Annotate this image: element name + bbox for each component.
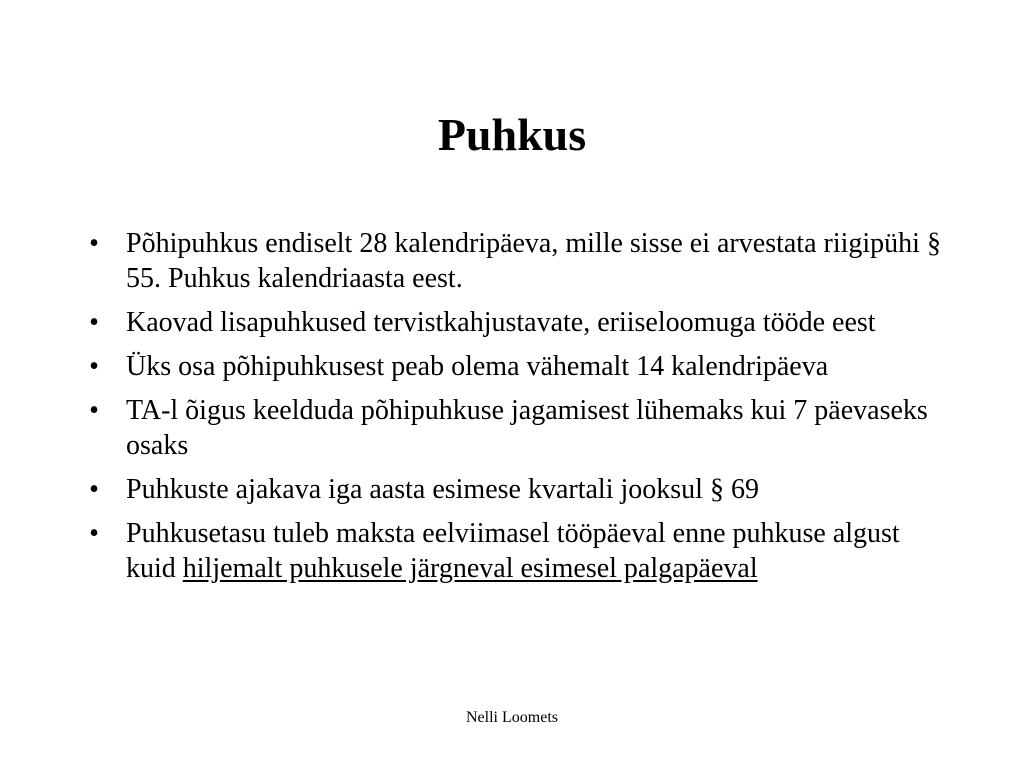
bullet-marker: • [89,307,99,338]
bullet-item-1 [84,226,954,296]
bullet-marker: • [89,395,99,426]
underlined-text: hiljemalt puhkusele järgneval esimesel palgapäeval [182,553,758,584]
bullet-item-2 [84,305,954,340]
bullet-item-4 [84,393,954,463]
bullet-text: Põhipuhkus endiselt 28 kalendripäeva, mille sisse ei arvestata riigipühi § 55. Puhkus kalendriaasta eest. [126,228,941,294]
bullet-marker: • [89,228,99,259]
bullet-list [84,226,954,595]
bullet-text: TA-l õigus keelduda põhipuhkuse jagamisest lühemaks kui 7 päevaseks osaks [126,395,928,461]
slide-footer: Nelli Loomets [466,709,558,726]
bullet-text: Üks osa põhipuhkusest peab olema vähemalt 14 kalendripäeva [126,351,829,382]
bullet-item-5 [84,472,954,507]
slide-title: Puhkus [437,109,587,160]
bullet-item-3 [84,349,954,384]
bullet-marker: • [89,474,99,505]
bullet-item-6 [84,516,954,586]
bullet-marker: • [89,518,99,549]
bullet-text: Kaovad lisapuhkused tervistkahjustavate, eriiseloomuga tööde eest [126,307,876,338]
bullet-text: Puhkuste ajakava iga aasta esimese kvartali jooksul § 69 [126,474,759,505]
bullet-marker: • [89,351,99,382]
bullet-text: Puhkusetasu tuleb maksta eelviimasel tööpäeval enne puhkuse algust kuid [126,518,900,584]
